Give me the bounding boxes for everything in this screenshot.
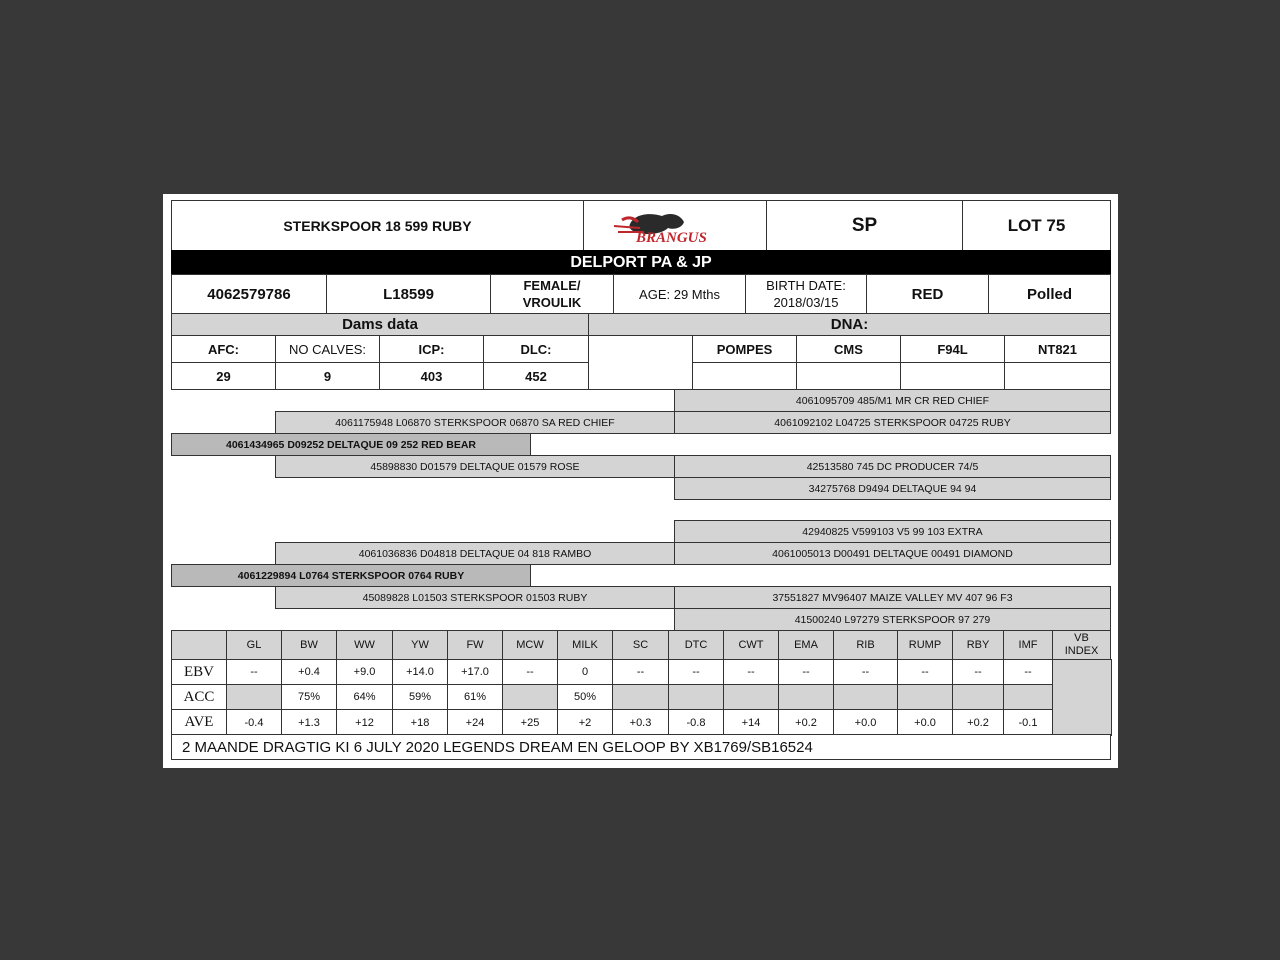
brangus-logo [583,200,767,251]
ebv-cell: -0.8 [668,709,724,736]
dna-header-f94l: F94L [900,335,1005,363]
ebv-row-label: ACC [171,684,227,710]
ebv-cell: 61% [447,684,503,710]
ebv-cell: +17.0 [447,659,503,685]
ebv-cell: 50% [557,684,613,710]
ebv-col-header: CWT [723,630,779,660]
ebv-cell [612,684,669,710]
dna-value-f94l [900,362,1005,390]
ebv-cell: +0.0 [897,709,953,736]
ebv-cell [668,684,724,710]
ebv-cell: +14 [723,709,779,736]
vb-index-value [1052,659,1112,736]
ebv-cell [778,684,834,710]
ebv-cell [1003,684,1053,710]
dams-value-dlc: 452 [483,362,589,390]
ebv-cell [897,684,953,710]
ebv-col-header: SC [612,630,669,660]
ebv-col-header: EMA [778,630,834,660]
ebv-cell [502,684,558,710]
dna-value-cms [796,362,901,390]
ebv-col-header: DTC [668,630,724,660]
ebv-cell: +24 [447,709,503,736]
dams-header-icp: ICP: [379,335,484,363]
dams-value-afc: 29 [171,362,276,390]
pedigree-dam-dam-dam: 41500240 L97279 STERKSPOOR 97 279 [674,608,1111,631]
ebv-cell: -- [952,659,1004,685]
dams-value-icp: 403 [379,362,484,390]
ebv-row-label: AVE [171,709,227,736]
vb-index-line-2: INDEX [1064,645,1099,657]
ebv-cell: +9.0 [336,659,393,685]
pedigree-dam-dam-sire: 37551827 MV96407 MAIZE VALLEY MV 407 96 F3 [674,586,1111,609]
pedigree-dam-sire-dam: 4061005013 D00491 DELTAQUE 00491 DIAMOND [674,542,1111,565]
ebv-cell: 0 [557,659,613,685]
ebv-col-header: GL [226,630,282,660]
dams-value-no-calves: 9 [275,362,380,390]
dams-header-afc: AFC: [171,335,276,363]
birth-date-label: BIRTH DATE: [766,278,846,293]
animal-id: L18599 [326,274,491,314]
dams-header-dlc: DLC: [483,335,589,363]
dams-header-no-calves: NO CALVES: [275,335,380,363]
ebv-cell: +18 [392,709,448,736]
dna-header-pompes: POMPES [692,335,797,363]
ebv-cell [226,684,282,710]
ebv-cell: -0.4 [226,709,282,736]
dna-header-nt821: NT821 [1004,335,1111,363]
ebv-col-header: MCW [502,630,558,660]
lot-number: LOT 75 [962,200,1111,251]
ebv-cell: -- [226,659,282,685]
ebv-cell: +0.4 [281,659,337,685]
pedigree-sire: 4061434965 D09252 DELTAQUE 09 252 RED BEAR [171,433,531,456]
pedigree-sire-dam-sire: 42513580 745 DC PRODUCER 74/5 [674,455,1111,478]
ebv-cell: 75% [281,684,337,710]
age: AGE: 29 Mths [613,274,746,314]
ebv-cell [952,684,1004,710]
ebv-cell [833,684,898,710]
brand-logo-text: BRANGUS [636,229,707,246]
pedigree-sire-dam: 45898830 D01579 DELTAQUE 01579 ROSE [275,455,675,478]
ebv-col-header: RIB [833,630,898,660]
sex-line-2: VROULIK [522,295,582,310]
lot-card [163,194,1118,768]
pedigree-dam-dam: 45089828 L01503 STERKSPOOR 01503 RUBY [275,586,675,609]
ebv-cell: -- [502,659,558,685]
ebv-cell: -- [668,659,724,685]
pedigree-sire-sire-dam: 4061092102 L04725 STERKSPOOR 04725 RUBY [674,411,1111,434]
pedigree-dam-sire: 4061036836 D04818 DELTAQUE 04 818 RAMBO [275,542,675,565]
ebv-col-header: IMF [1003,630,1053,660]
ebv-cell: +2 [557,709,613,736]
ebv-cell: -- [778,659,834,685]
vb-index-line-1: VB [1074,632,1089,644]
sex-line-1: FEMALE/ [523,278,581,293]
birth-date-value: 2018/03/15 [773,295,839,310]
ebv-cell: 59% [392,684,448,710]
ebv-header-corner [171,630,227,660]
dams-data-title: Dams data [171,313,589,336]
bull-logo-icon [610,206,740,246]
ebv-cell: +0.2 [778,709,834,736]
ebv-col-header: RBY [952,630,1004,660]
ebv-cell: +0.0 [833,709,898,736]
dna-title: DNA: [588,313,1111,336]
ebv-cell: +12 [336,709,393,736]
ebv-cell: +14.0 [392,659,448,685]
ebv-cell: -- [612,659,669,685]
ebv-col-header: WW [336,630,393,660]
pedigree-dam-sire-sire: 42940825 V599103 V5 99 103 EXTRA [674,520,1111,543]
ebv-cell: +1.3 [281,709,337,736]
ebv-row-label: EBV [171,659,227,685]
ebv-col-header: YW [392,630,448,660]
birth-date [745,274,867,314]
ebv-col-header: FW [447,630,503,660]
ebv-cell: +0.2 [952,709,1004,736]
registration-number: 4062579786 [171,274,327,314]
ebv-cell: +25 [502,709,558,736]
dna-value-nt821 [1004,362,1111,390]
ebv-cell: -- [723,659,779,685]
footer-note: 2 MAANDE DRAGTIG KI 6 JULY 2020 LEGENDS DREAM EN GELOOP BY XB1769/SB16524 [171,734,1111,760]
pedigree-dam: 4061229894 L0764 STERKSPOOR 0764 RUBY [171,564,531,587]
ebv-cell [723,684,779,710]
horn-status: Polled [988,274,1111,314]
animal-name: STERKSPOOR 18 599 RUBY [171,200,584,251]
ebv-col-header: RUMP [897,630,953,660]
colour: RED [866,274,989,314]
ebv-col-header: MILK [557,630,613,660]
dna-header-cms: CMS [796,335,901,363]
vb-index-header [1052,630,1111,660]
owner-bar: DELPORT PA & JP [171,250,1111,275]
ebv-cell: 64% [336,684,393,710]
pedigree-sire-sire: 4061175948 L06870 STERKSPOOR 06870 SA RED CHIEF [275,411,675,434]
pedigree-sire-dam-dam: 34275768 D9494 DELTAQUE 94 94 [674,477,1111,500]
dna-value-pompes [692,362,797,390]
ebv-cell: -- [1003,659,1053,685]
ebv-cell: +0.3 [612,709,669,736]
dna-spacer [588,335,693,390]
pedigree-sire-sire-sire: 4061095709 485/M1 MR CR RED CHIEF [674,389,1111,412]
herd-code: SP [766,200,963,251]
sex [490,274,614,314]
ebv-cell: -- [833,659,898,685]
ebv-cell: -- [897,659,953,685]
ebv-col-header: BW [281,630,337,660]
ebv-cell: -0.1 [1003,709,1053,736]
